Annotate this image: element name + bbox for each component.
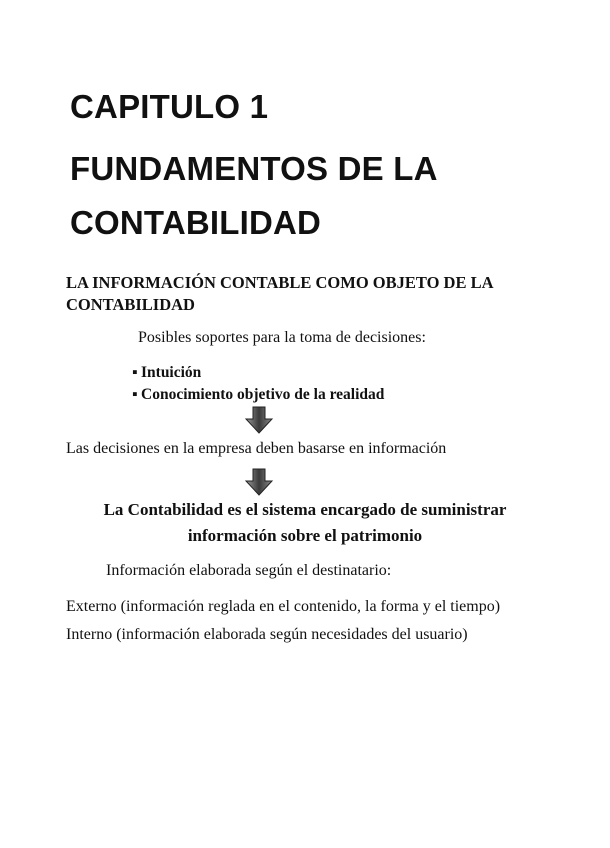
section-heading: LA INFORMACIÓN CONTABLE COMO OBJETO DE LA CONTABILIDAD <box>66 273 493 314</box>
chapter-title-line-2: CONTABILIDAD <box>70 204 322 241</box>
chapter-title-line-1: FUNDAMENTOS DE LA <box>70 150 438 187</box>
bullet-text: Intuición <box>141 364 202 381</box>
bullet-text: Conocimiento objetivo de la realidad <box>141 386 385 403</box>
decisiones-text: Las decisiones en la empresa deben basarse en información <box>66 440 447 457</box>
list-item <box>132 362 384 384</box>
contabilidad-definition-line-2: información sobre el patrimonio <box>187 526 423 545</box>
info-destinatario-text: Información elaborada según el destinatario: <box>106 562 392 579</box>
down-arrow-icon <box>244 406 274 434</box>
list-item <box>132 384 384 406</box>
soportes-list <box>132 362 384 406</box>
bullet-icon: ▪ <box>132 364 138 381</box>
interno-text: Interno (información elaborada según necesidades del usuario) <box>66 626 468 643</box>
down-arrow-icon <box>244 468 274 496</box>
externo-text: Externo (información reglada en el contenido, la forma y el tiempo) <box>66 598 501 615</box>
chapter-number: CAPITULO 1 <box>70 88 269 125</box>
soportes-intro: Posibles soportes para la toma de decisiones: <box>138 329 426 346</box>
bullet-icon: ▪ <box>132 386 138 403</box>
contabilidad-definition-line-1: La Contabilidad es el sistema encargado de suministrar <box>103 500 507 519</box>
